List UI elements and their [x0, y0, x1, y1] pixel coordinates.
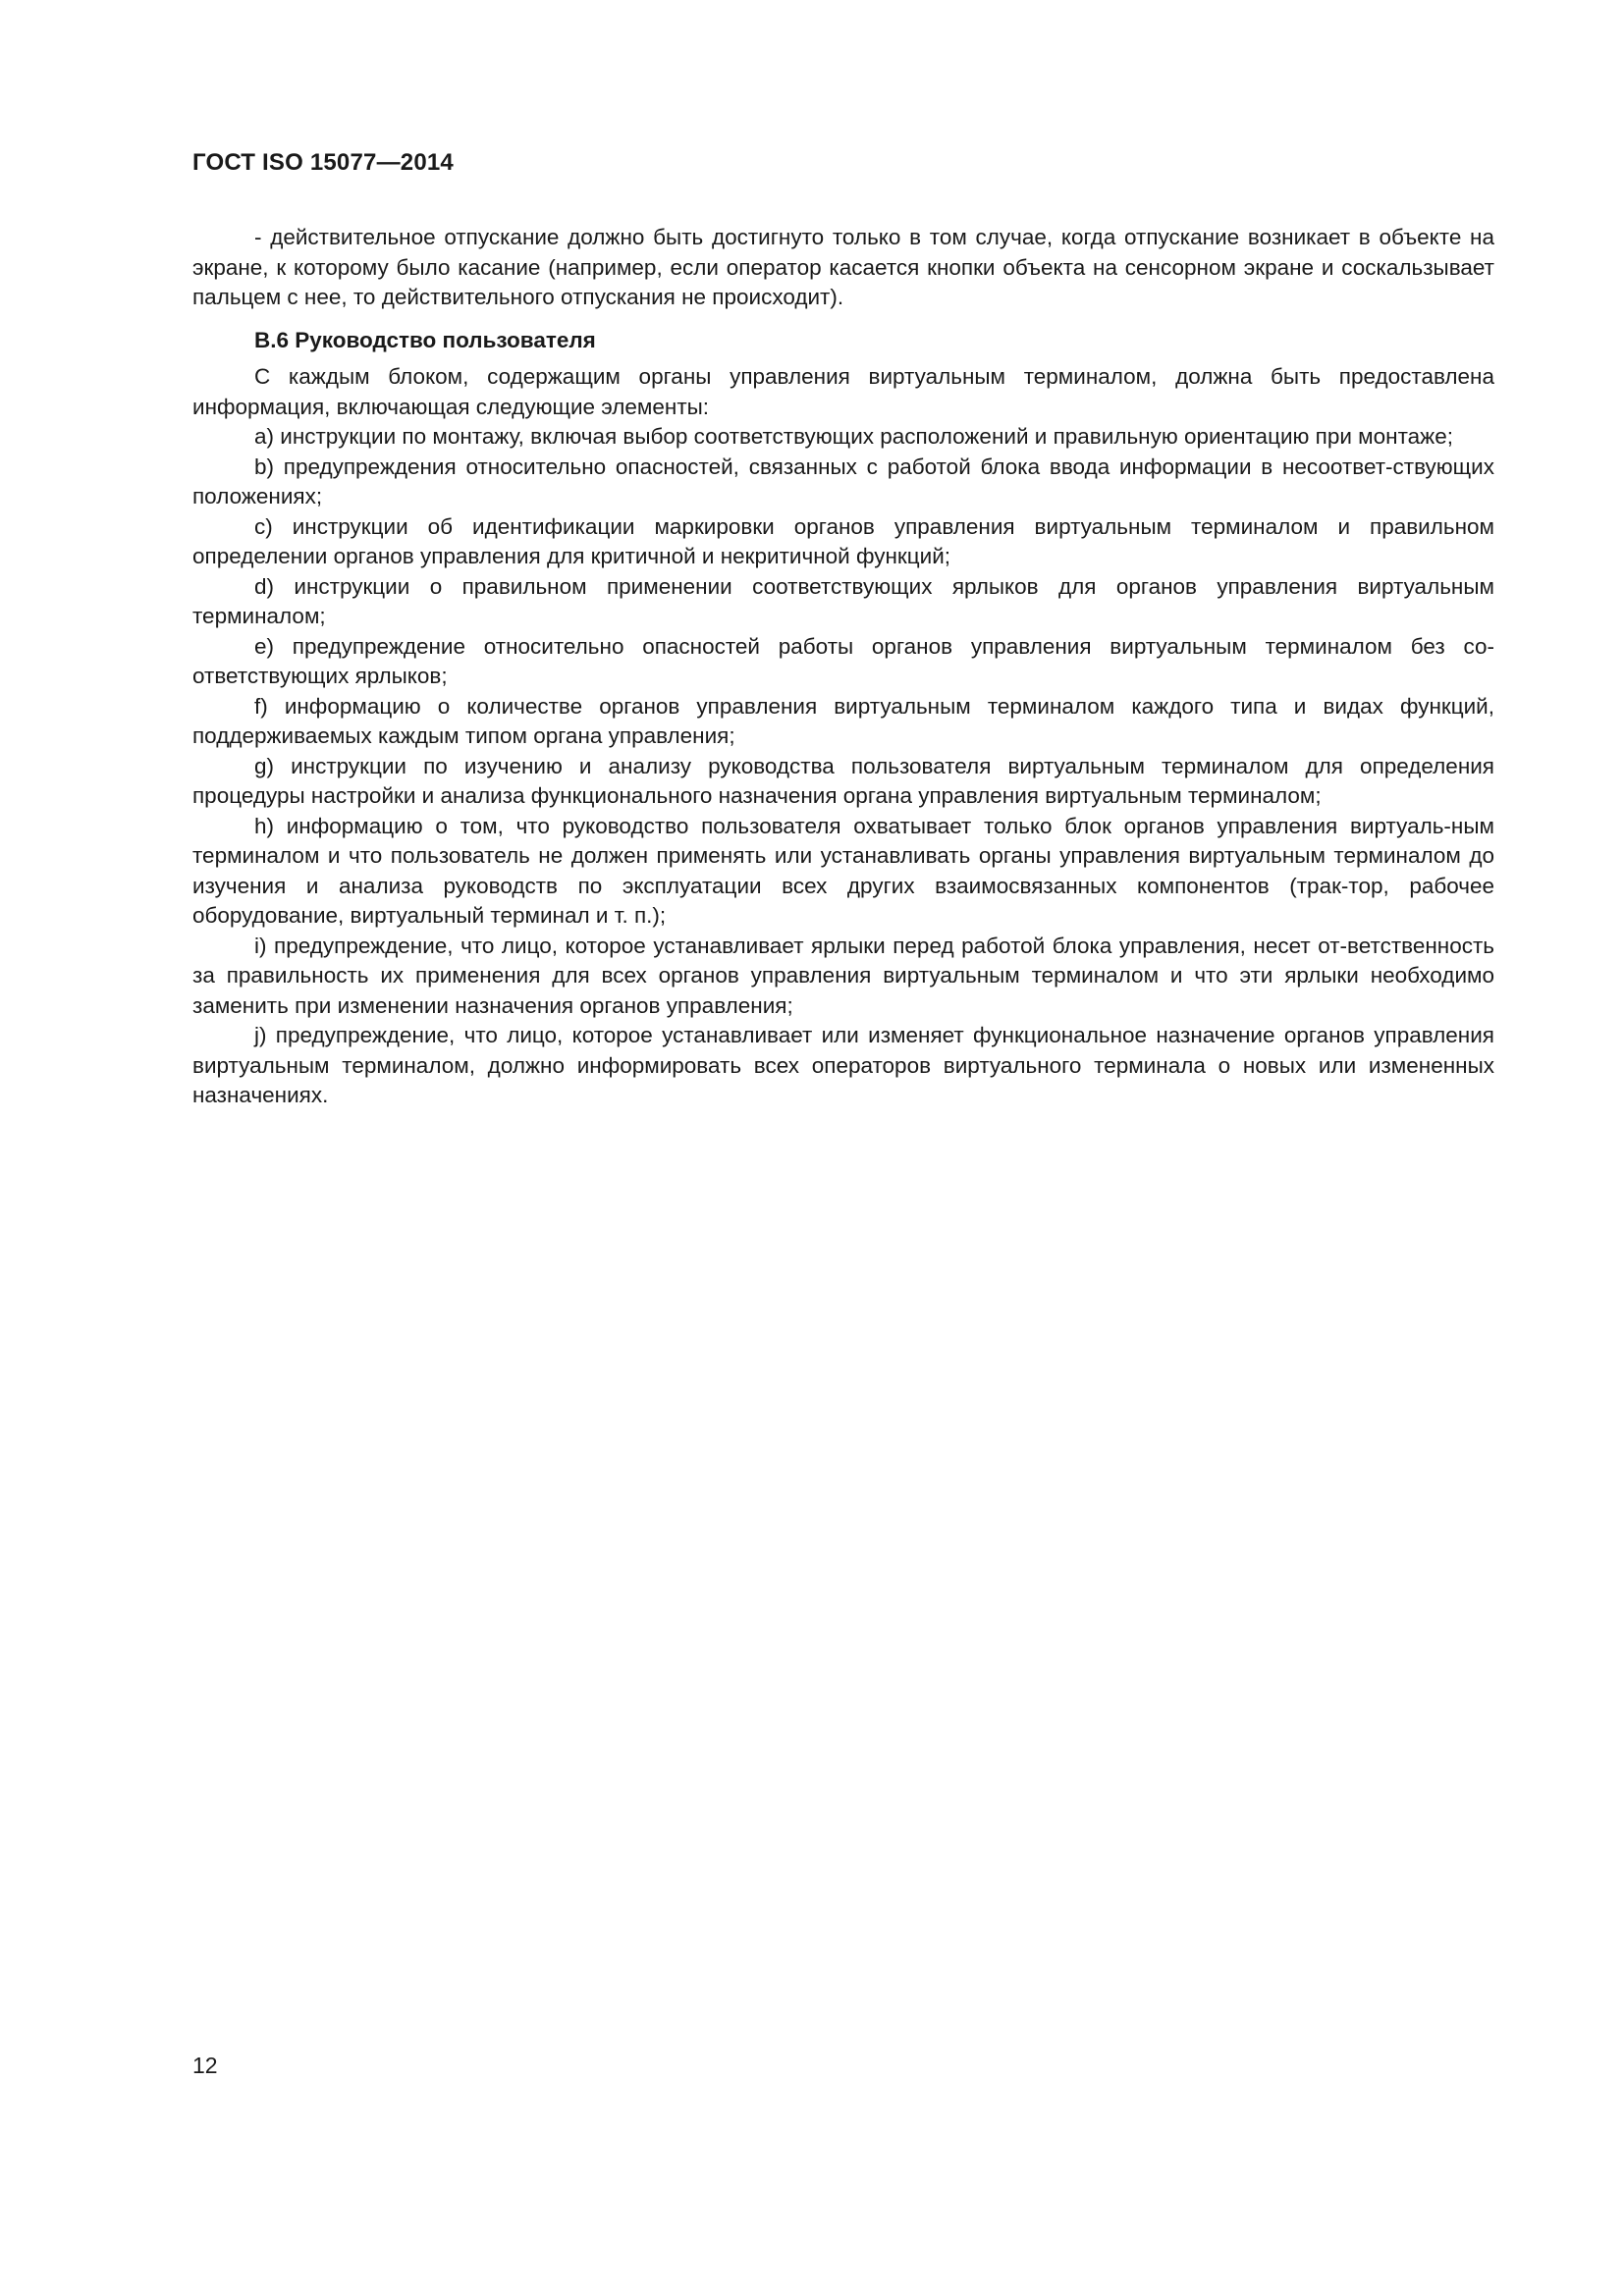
intro-paragraph: - действительное отпускание должно быть достигнуто только в том случае, когда отпускание возникает в объекте на экране, к которому было касание (например, если оператор касается кнопки объекта на сенсорном экране и соскальзывает пальцем с нее, то действительного отпускания не происходит).	[192, 225, 1494, 309]
list-item-h: h) информацию о том, что руководство пользователя охватывает только блок органов управления виртуаль-ным терминалом и что пользователь не должен применять или устанавливать органы управления виртуальным терминалом до изучения и анализа руководств по эксплуатации всех других взаимосвязанных компонентов (трак-тор, рабочее оборудование, виртуальный терминал и т. п.);	[192, 813, 1494, 928]
list-item-c: c) инструкции об идентификации маркировки органов управления виртуальным терминалом и правильном определении органов управления для критичной и некритичной функций;	[192, 513, 1494, 568]
document-body	[192, 223, 1494, 1111]
list-item-d: d) инструкции о правильном применении соответствующих ярлыков для органов управления виртуальным терминалом;	[192, 573, 1494, 628]
list-item-b: b) предупреждения относительно опасностей, связанных с работой блока ввода информации в несоответ-ствующих положениях;	[192, 454, 1494, 508]
page-number: 12	[192, 2053, 218, 2078]
list-item-g: g) инструкции по изучению и анализу руководства пользователя виртуальным терминалом для определения процедуры настройки и анализа функционального назначения органа управления виртуальным терминалом;	[192, 753, 1494, 808]
list-item-j: j) предупреждение, что лицо, которое устанавливает или изменяет функциональное назначение органов управления виртуальным терминалом, должно информировать всех операторов виртуального терминала о новых или измененных назначениях.	[192, 1023, 1494, 1107]
section-title: B.6 Руководство пользователя	[254, 327, 596, 352]
list-item-i: i) предупреждение, что лицо, которое устанавливает ярлыки перед работой блока управления, несет от-ветственность за правильность их применения для всех органов управления виртуальным терминалом и что эти ярлыки необходимо заменить при изменении назначения органов управления;	[192, 933, 1494, 1018]
section-lead-paragraph: С каждым блоком, содержащим органы управления виртуальным терминалом, должна быть предоставлена информация, включающая следующие элементы:	[192, 364, 1494, 419]
list-item-f: f) информацию о количестве органов управления виртуальным терминалом каждого типа и видах функций, поддерживаемых каждым типом органа управления;	[192, 693, 1494, 748]
document-header: ГОСТ ISO 15077—2014	[192, 149, 454, 176]
list-item-a: a) инструкции по монтажу, включая выбор соответствующих расположений и правильную ориентацию при монтаже;	[254, 424, 1453, 449]
list-item-e: e) предупреждение относительно опасностей работы органов управления виртуальным терминалом без со-ответствующих ярлыков;	[192, 633, 1494, 688]
